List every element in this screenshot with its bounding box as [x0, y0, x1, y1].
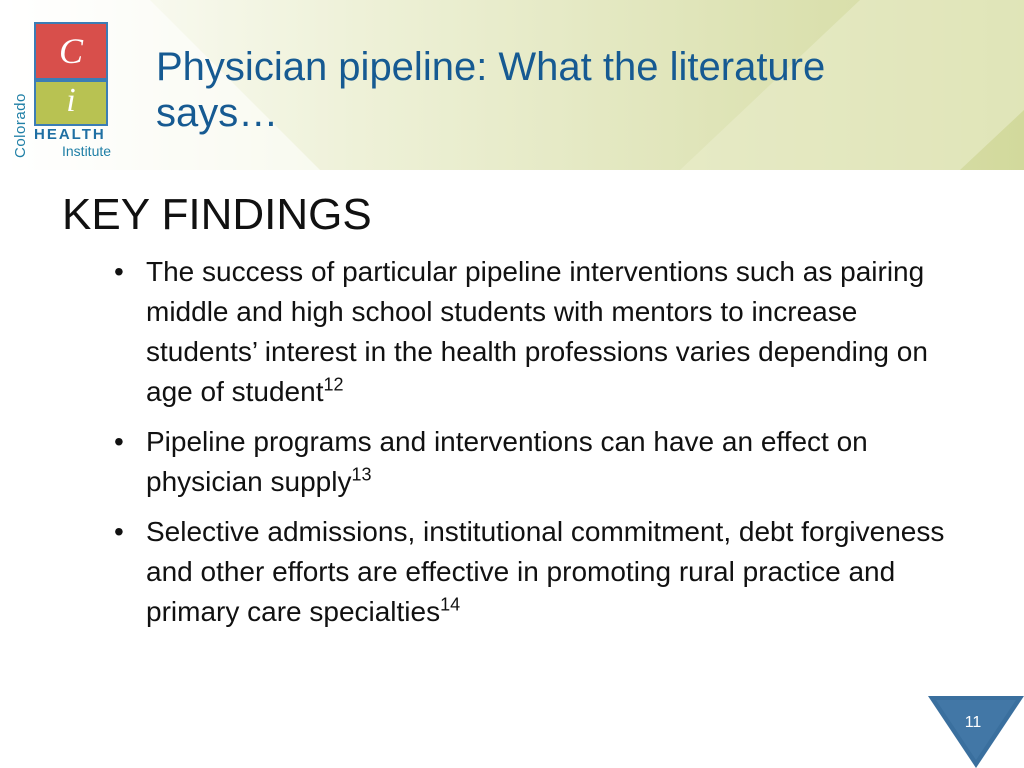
bullet-text: Pipeline programs and interventions can have an effect on physician supply: [146, 426, 868, 497]
bullet-text: Selective admissions, institutional commitment, debt forgiveness and other efforts are effective in promoting rural practice and primary care specialties: [146, 516, 945, 627]
reference-superscript: 12: [323, 374, 344, 395]
reference-superscript: 14: [440, 594, 461, 615]
logo-institute-text: Institute: [62, 143, 112, 159]
list-item: [112, 252, 952, 412]
logo-c-square: [34, 22, 108, 80]
page-number-badge-icon: [928, 696, 1024, 768]
bullet-dot-icon: •: [114, 426, 124, 457]
logo-colorado-text: Colorado: [12, 93, 29, 158]
slide-title: Physician pipeline: What the literature says…: [156, 45, 826, 135]
reference-superscript: 13: [351, 464, 372, 485]
logo-i-letter: i: [66, 82, 76, 119]
logo-health-text: HEALTH: [34, 126, 106, 143]
key-findings-list: [112, 252, 952, 642]
list-item: [112, 422, 952, 502]
logo-i-square: [34, 80, 108, 126]
bullet-dot-icon: •: [114, 256, 124, 287]
section-heading: KEY FINDINGS: [62, 190, 372, 239]
list-item: [112, 512, 952, 632]
colorado-health-institute-logo: [10, 22, 132, 162]
bullet-text: The success of particular pipeline interventions such as pairing middle and high school students with mentors to increase students’ interest in the health professions varies depending on age of student: [146, 256, 928, 407]
bullet-dot-icon: •: [114, 516, 124, 547]
page-number: 11: [964, 714, 982, 731]
logo-c-letter: C: [58, 31, 83, 71]
